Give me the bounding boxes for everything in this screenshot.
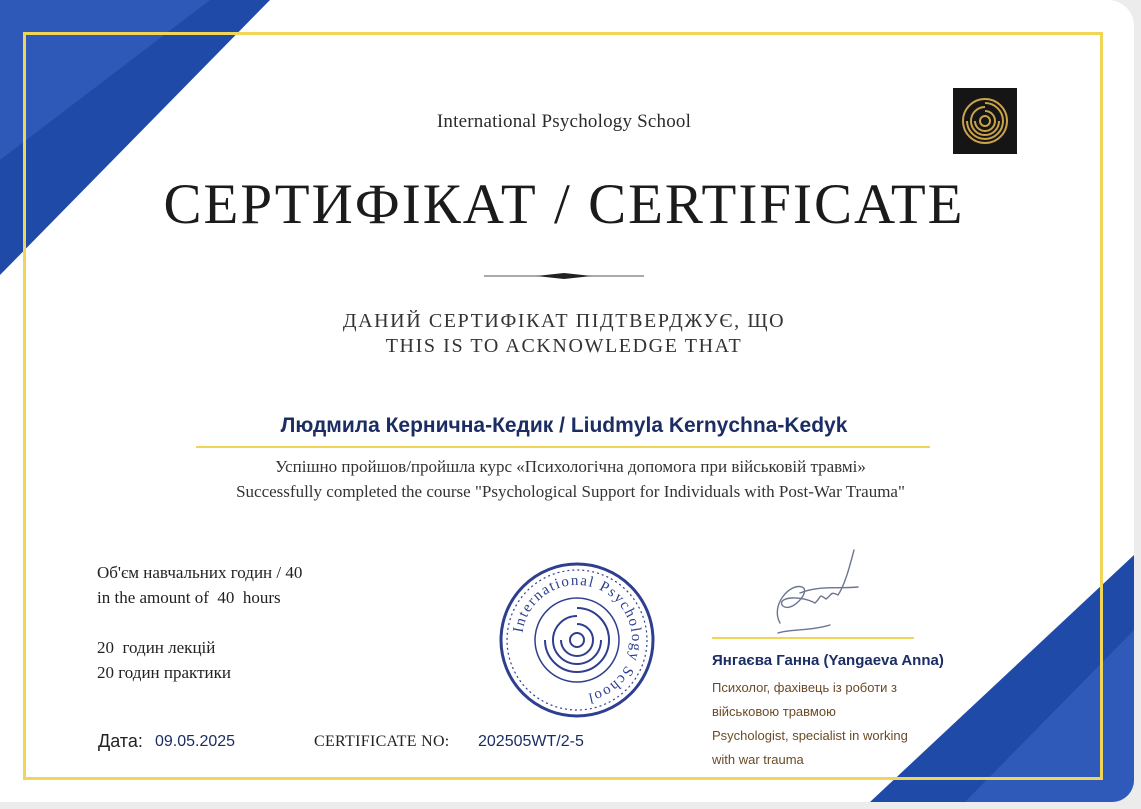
certificate-number-value: 202505WT/2-5 — [478, 733, 584, 750]
signer-role-uk-2: військовою травмою — [712, 704, 836, 719]
signer-role-uk-1: Психолог, фахівець із роботи з — [712, 680, 897, 695]
course-line-en: Successfully completed the course "Psychological Support for Individuals with Post-War Trauma" — [236, 482, 905, 501]
certificate-number-label: CERTIFICATE NO: — [314, 733, 450, 750]
course-line-uk: Успішно пройшов/пройшла курс «Психологічна допомога при військовій травмі» — [275, 457, 866, 476]
signer-role-en-2: with war trauma — [712, 752, 804, 767]
date-label: Дата: — [98, 731, 143, 751]
labyrinth-logo-icon — [953, 88, 1017, 154]
round-seal-stamp — [497, 560, 657, 720]
signer-role-en-1: Psychologist, specialist in working — [712, 728, 908, 743]
hours-practice: 20 годин практики — [97, 663, 231, 682]
stamp-text: International Psychology School — [510, 572, 645, 706]
acknowledge-line-en: THIS IS TO ACKNOWLEDGE THAT — [385, 335, 743, 357]
school-name: International Psychology School — [436, 111, 692, 132]
ornament-divider — [484, 268, 644, 284]
recipient-name: Людмила Кернична-Кедик / Liudmyla Kernychna-Kedyk — [280, 414, 848, 437]
hours-total-uk: Об'єм навчальних годин / 40 — [97, 563, 303, 582]
acknowledge-line-uk: ДАНИЙ СЕРТИФІКАТ ПІДТВЕРДЖУЄ, ЩО — [342, 310, 786, 332]
hours-total-en: in the amount of 40 hours — [97, 588, 281, 607]
hours-lectures: 20 годин лекцій — [97, 638, 216, 657]
date-value: 09.05.2025 — [155, 733, 236, 750]
signature-line — [712, 637, 914, 639]
handwritten-signature — [760, 545, 870, 645]
signer-name: Янгаєва Ганна (Yangaeva Anna) — [712, 652, 944, 669]
name-underline — [196, 446, 930, 448]
certificate-title: СЕРТИФІКАТ / CERTIFICATE — [163, 173, 965, 236]
